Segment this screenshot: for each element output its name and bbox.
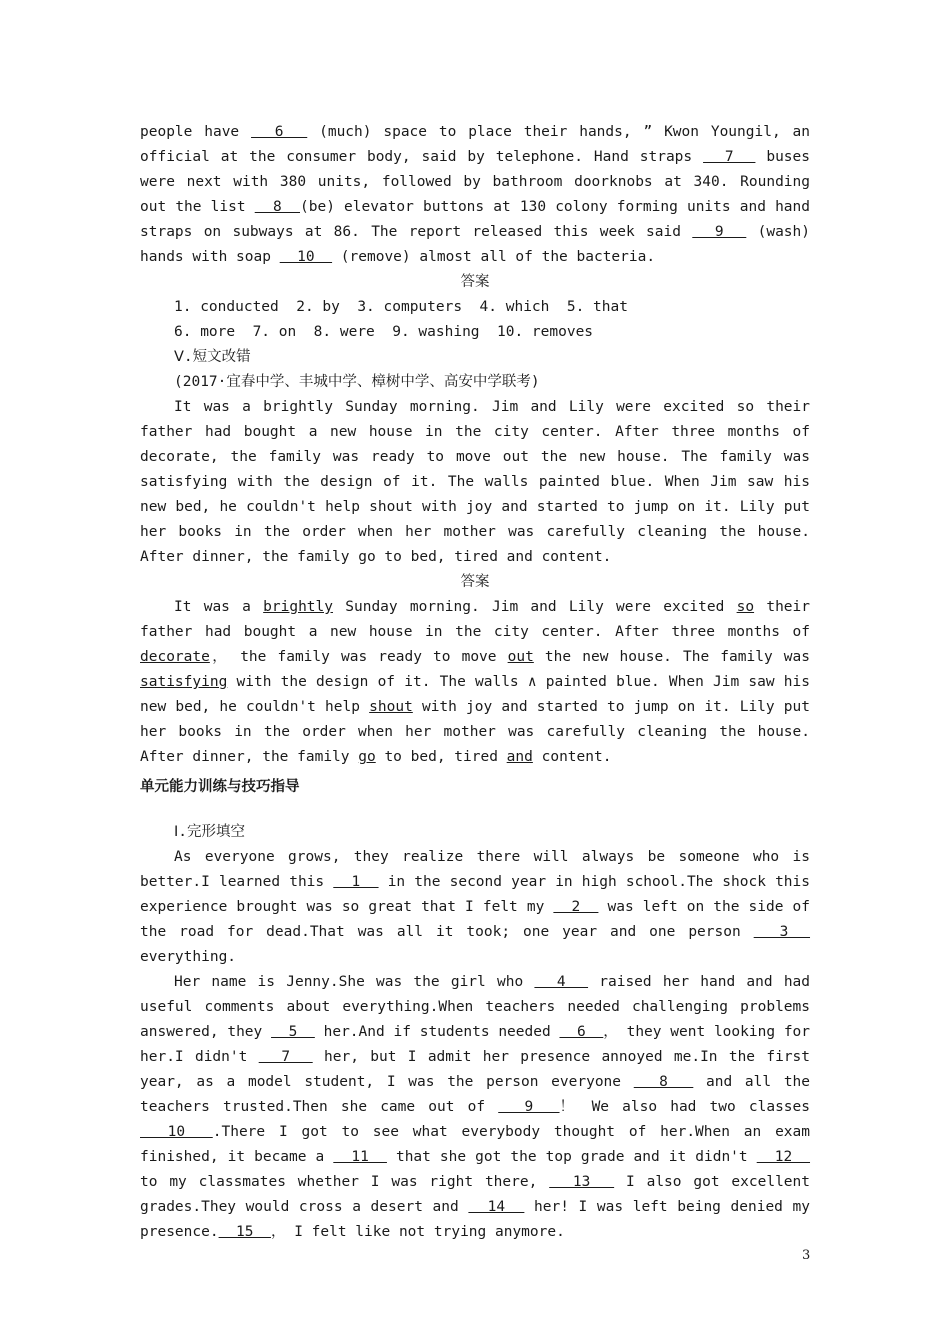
text-run: her, but I admit her presence annoyed me.In the first year, as a model student, I was the person everyone [140, 1049, 811, 1090]
text-run: content. [532, 749, 612, 765]
blank-12: 12 [756, 1149, 811, 1165]
section-5-source: (2017·宜春中学、丰城中学、樟树中学、高安中学联考) [174, 374, 540, 390]
text-run: with joy and started to jump on it. Lily put her books in the order when her mother was carefully cleaning the house. After dinner, the family [140, 699, 810, 765]
corrected-passage [140, 595, 810, 770]
text-run: As everyone grows, they realize there will always be someone who is better.I learned this [140, 849, 810, 890]
blank-13: 13 [549, 1174, 615, 1190]
correction-shout: shout [369, 699, 413, 715]
text-run: Sunday morning. Jim and Lily were excited [333, 599, 737, 615]
blank-8: 8 [254, 199, 300, 215]
text-run: in the second year in high school.The shock this experience brought was so great that I felt my [140, 874, 810, 915]
text-run: raised her hand and had useful comments about everything.When teachers needed challenging problems answered, they [140, 974, 811, 1040]
text-run: ， they went looking for her.I didn't [140, 1024, 811, 1065]
blank-10: 10 [279, 249, 333, 265]
cloze-paragraph-2 [140, 970, 810, 1245]
text-run: everything. [140, 949, 237, 965]
blank-7: 7 [703, 149, 756, 165]
correction-and: and [506, 749, 533, 765]
spacer [140, 800, 810, 820]
correction-out: out [507, 649, 534, 665]
blank-3: 3 [753, 924, 811, 940]
blank-4: 4 [534, 974, 589, 990]
text-run: ， the family was ready to move [209, 649, 508, 665]
answers-line-2: 6. more 7. on 8. were 9. washing 10. removes [174, 324, 594, 340]
blank-6b: 6 [559, 1024, 604, 1040]
blank-10b: 10 [140, 1124, 213, 1140]
text-run: to my classmates whether I was right there, [140, 1174, 538, 1190]
blank-9: 9 [692, 224, 747, 240]
text-run: buses were next with 380 units, followed by bathroom doorknobs at 340. Rounding out the list [140, 149, 810, 215]
blank-11: 11 [333, 1149, 387, 1165]
text-run: to bed, tired [375, 749, 507, 765]
text-run: I also got excellent grades.They would cross a desert and [140, 1174, 810, 1215]
text-run: was left on the side of the road for dead.That was all it took; one year and one person [140, 899, 810, 940]
text-run: Her name is Jenny.She was the girl who [174, 974, 524, 990]
text-run: (wash) hands with soap [140, 224, 810, 265]
correction-satisfying: satisfying [140, 674, 228, 690]
text-run: ！ We also had two classes [559, 1099, 810, 1115]
correction-go: go [358, 749, 376, 765]
text-run: that she got the top grade and it didn't [386, 1149, 748, 1165]
text-run: .There I got to see what everybody thought of her.When an exam finished, it became a [140, 1124, 810, 1165]
section-1-title: Ⅰ.完形填空 [174, 824, 246, 840]
text-run: the new house. The family was [533, 649, 810, 665]
cloze-passage-top [140, 120, 810, 270]
section-5-title: Ⅴ.短文改错 [174, 349, 251, 365]
blank-5: 5 [271, 1024, 315, 1040]
blank-14: 14 [468, 1199, 525, 1215]
page-number: 3 [802, 1248, 811, 1263]
text-run: their father had bought a new house in the city center. After three months of [140, 599, 810, 640]
text-run: and all the teachers trusted.Then she came out of [140, 1074, 811, 1115]
text-run: It was a [174, 599, 264, 615]
correction-so: so [736, 599, 755, 615]
document-page [140, 120, 810, 1245]
blank-8b: 8 [633, 1074, 694, 1090]
correction-brightly: brightly [263, 599, 333, 615]
text-run: her! I was left being denied my presence. [140, 1199, 810, 1240]
error-passage: It was a brightly Sunday morning. Jim and Lily were excited so their father had bought a new house in the city center. After three months of decorate, the family was ready to move out the new house. The family was satisfying with the design of it. The walls painted blue. When Jim saw his new bed, he couldn't help shout with joy and started to jump on it. Lily put her books in the order when her mother was carefully cleaning the house. After dinner, the family go to bed, tired and content. [140, 399, 810, 565]
blank-7b: 7 [258, 1049, 313, 1065]
text-run: her.And if students needed [314, 1024, 551, 1040]
answer-label-2: 答案 [460, 574, 490, 590]
blank-15: 15 [218, 1224, 271, 1240]
blank-9b: 9 [498, 1099, 560, 1115]
text-run: (much) space to place their hands, ” Kwon Youngil, an official at the consumer body, said by telephone. Hand straps [140, 124, 811, 165]
text-run: people have [140, 124, 240, 140]
blank-1: 1 [333, 874, 379, 890]
text-run: ， I felt like not trying anymore. [270, 1224, 565, 1240]
cloze-paragraph-1 [140, 845, 810, 970]
text-run: (be) elevator buttons at 130 colony forming units and hand straps on subways at 86. The report released this week said [140, 199, 810, 240]
text-run: with the design of it. The walls ∧ painted blue. When Jim saw his new bed, he couldn't help [140, 674, 810, 715]
unit-heading: 单元能力训练与技巧指导 [140, 779, 300, 795]
answers-line-1: 1. conducted 2. by 3. computers 4. which 5. that [174, 299, 628, 315]
correction-decorate: decorate [140, 649, 210, 665]
blank-2: 2 [553, 899, 599, 915]
text-run: (remove) almost all of the bacteria. [332, 249, 656, 265]
blank-6: 6 [251, 124, 308, 140]
answer-label: 答案 [460, 274, 490, 290]
